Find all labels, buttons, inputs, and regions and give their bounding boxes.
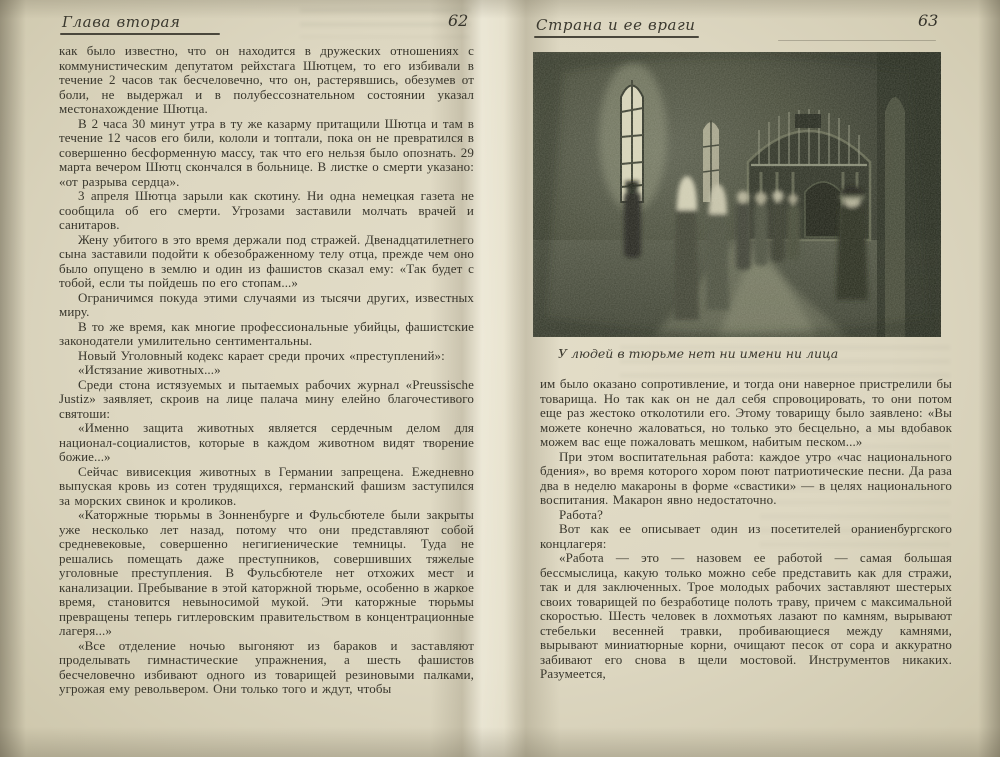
left-page-number: 62: [448, 11, 469, 30]
paragraph: Среди стона истязуемых и пытаемых рабочих журнал «Preussische Justiz» заявляет, скроив на лице палача мину елейно благочестивого святоши:: [59, 376, 474, 421]
left-running-head: Глава вторая: [62, 13, 181, 31]
paragraph: В 2 часа 30 минут утра в ту же казарму притащили Шютца и там в течение 12 часов его били, кололи и топтали, пока он не превратился в совершенно бесформенную массу, так что его нельзя было опознать. 29 марта вечером Шютц скончался в больнице. В листке о смерти указано: «от разрыва сердца».: [59, 115, 474, 189]
paragraph: им было оказано сопротивление, и тогда они наверное пристрелили бы товарища. Но так как он не дал себя спровоцировать, то они потом еще раз жестоко отколотили его. Этому товарищу было заявлено: «Вы можете конечно жаловаться, но только это бесцельно, а мы вдобавок можем вас еще пожаловать мешком, набитым песком...»: [540, 376, 952, 449]
paragraph: «Каторжные тюрьмы в Зонненбурге и Фульсбютеле были закрыты уже несколько лет назад, потому что они представляют собой средневековые, совершенно негигиенические темницы. Туда не решались помещать даже преступников, совершивших тяжелые уголовные преступления. В Фульсбютеле нет отхожих мест и канализации. Пребывание в этой каторжной тюрьме, особенно в жаркое время, становится невыносимой мукой. Эти каторжные тюрьмы превращены теперь гитлеровским правительством в концентрационные лагеря...»: [59, 507, 474, 638]
paragraph: «Именно защита животных является сердечным делом для национал-социалистов, которые в каждом животном видят творение божие...»: [59, 420, 474, 464]
left-head-rule: [60, 33, 220, 35]
paragraph: Новый Уголовный кодекс карает среди прочих «преступлений»:: [78, 347, 445, 363]
paragraph: Ограничимся покуда этими случаями из тысячи других, известных миру.: [59, 289, 474, 319]
paragraph: как было известно, что он находится в дружеских отношениях с коммунистическим депутатом рейхстага Шютцем, то его избивали в течение 2 часов так бесчеловечно, что он, растерявшись, обезумев от боли, не выдержал и в полубессознательном состоянии указал местонахождение Шютца.: [59, 43, 474, 116]
paragraph: Жену убитого в это время держали под стражей. Двенадцатилетнего сына заставили подойти к обезображенному телу отца, прежде чем оно было опущено в землю и один из фашистов сказал ему: «Так будет с тобой, если ты пойдешь по его стопам...»: [59, 231, 474, 290]
paragraph: При этом воспитательная работа: каждое утро «час национального бдения», во время которого хором поют патриотические песни. Да раза два в неделю макароны в форме «свастики» — в целях национального воспитания. Макарон явно недостаточно.: [540, 448, 952, 507]
bleed-through-smudge: [300, 8, 470, 38]
right-page-number: 63: [918, 11, 939, 30]
paragraph: «Истязание животных...»: [78, 362, 221, 377]
paragraph: «Работа — это — назовем ее работой — самая большая бессмыслица, какую только можно себе представить как для стражи, так и для заключенных. Трое молодых рабочих заставляют шестерых своих товарищей по безработице полоть траву, причем с максимальной скоростью. Шесть человек в лохмотьях лазают по камням, вырывают стебельки весенней травки, пробивающиеся между камнями, вырывают миниатюрные корни, очищают песок от сора и аккуратно забивают его снова в щели мостовой. Инструментов никаких. Разумеется,: [540, 550, 952, 681]
photo-caption: У людей в тюрьме нет ни имени ни лица: [558, 346, 839, 361]
prison-hall-photograph: [533, 52, 941, 337]
paragraph: 3 апреля Шютца зарыли как скотину. Ни одна немецкая газета не сообщила об его смерти. Угрозами заставили молчать врачей и санитаров.: [59, 188, 474, 232]
right-running-head: Страна и ее враги: [536, 16, 696, 34]
paragraph: «Все отделение ночью выгоняют из бараков и заставляют проделывать гимнастические упражнения, а шесть фашистов бесчеловечно избивают одного из товарищей резиновыми палками, угрожая ему револьвером. Они только того и ждут, чтобы: [59, 637, 474, 696]
right-head-rule-ghost: [778, 40, 936, 41]
paragraph: Вот как ее описывает один из посетителей ораниенбургского концлагеря:: [540, 521, 952, 551]
right-text-column: [540, 377, 952, 682]
paragraph: В то же время, как многие профессиональные убийцы, фашистские законодатели умилительно сентиментальны.: [59, 318, 474, 348]
paragraph: Работа?: [559, 506, 604, 522]
left-text-column: [59, 44, 474, 697]
right-head-rule: [534, 36, 699, 38]
paragraph: Сейчас вивисекция животных в Германии запрещена. Ежедневно выпуская кровь из сотен трудящихся, германский фашизм заступился за морских свинок и кроликов.: [59, 463, 474, 508]
